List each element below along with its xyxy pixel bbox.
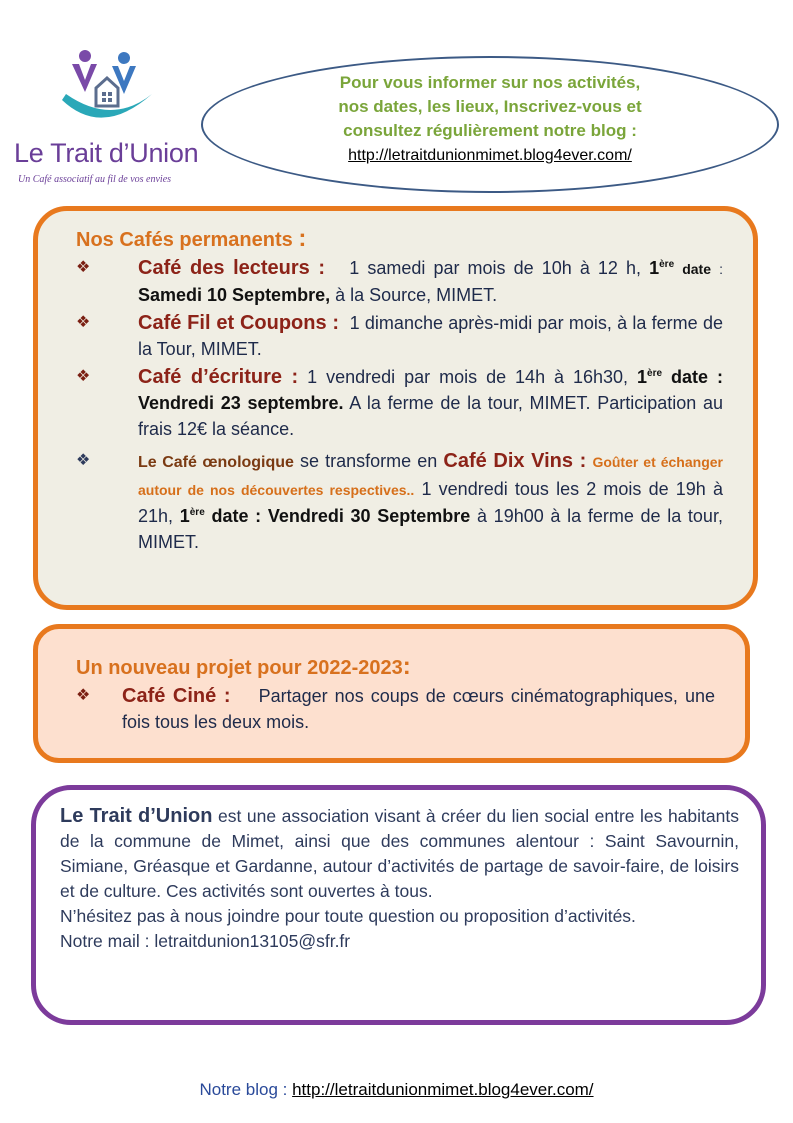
permanent-cafes-box bbox=[33, 206, 758, 610]
diamond-bullet-icon: ❖ bbox=[76, 687, 91, 704]
logo-mark-icon bbox=[52, 48, 162, 138]
contact-text: N’hésitez pas à nous joindre pour toute question ou proposition d’activités. bbox=[60, 906, 636, 926]
mail-line: Notre mail : letraitdunion13105@sfr.fr bbox=[60, 931, 351, 951]
cafe-name: Café Dix Vins : bbox=[443, 450, 587, 472]
footer-blog-link[interactable]: http://letraitdunionmimet.blog4ever.com/ bbox=[292, 1080, 594, 1099]
info-line-2: nos dates, les lieux, Inscrivez-vous et bbox=[338, 97, 642, 116]
info-line-3: consultez régulièrement notre blog : bbox=[343, 121, 637, 140]
info-bubble bbox=[201, 56, 779, 193]
blog-link[interactable]: http://letraitdunionmimet.blog4ever.com/ bbox=[348, 147, 632, 164]
footer-label: Notre blog : bbox=[199, 1080, 288, 1099]
logo bbox=[14, 48, 200, 193]
cafe-name: Café d’écriture : bbox=[138, 366, 299, 388]
footer bbox=[0, 1080, 793, 1100]
list-item: ❖ Café des lecteurs : 1 samedi par mois de 10h à 12 h, 1ère date : Samedi 10 Septembre, à la Source, MIMET. bbox=[76, 257, 723, 305]
diamond-bullet-icon: ❖ bbox=[76, 314, 91, 331]
list-item: ❖ Café Ciné : Partager nos coups de cœurs cinématographiques, une fois tous les deux mois. bbox=[76, 685, 715, 732]
cafe-name: Café Fil et Coupons : bbox=[138, 312, 340, 334]
logo-tagline: Un Café associatif au fil de vos envies bbox=[18, 174, 172, 185]
section-title: Nos Cafés permanents : bbox=[76, 225, 307, 252]
logo-title: Le Trait d’Union bbox=[14, 138, 199, 168]
diamond-bullet-icon: ❖ bbox=[76, 452, 91, 469]
about-text: Le Trait d’Union est une association visant à créer du lien social entre les habitants de la commune de Mimet, ainsi que des communes alentour : Saint Savournin, Simiane, Gréasque et Gardanne, autour d’activités de partage de savoir-faire, de loisirs et de culture. Ces activités sont ouvertes à tous. bbox=[60, 805, 739, 901]
diamond-bullet-icon: ❖ bbox=[76, 259, 91, 276]
list-item: ❖ Café d’écriture : 1 vendredi par mois de 14h à 16h30, 1ère date : Vendredi 23 septembre. A la ferme de la tour, MIMET. Participation au frais 12€ la séance. bbox=[76, 366, 723, 439]
list-item: ❖ Café Fil et Coupons : 1 dimanche après-midi par mois, à la ferme de la Tour, MIMET. bbox=[76, 312, 723, 359]
info-line-1: Pour vous informer sur nos activités, bbox=[339, 73, 641, 92]
diamond-bullet-icon: ❖ bbox=[76, 368, 91, 385]
cafe-name: Café Ciné : bbox=[122, 685, 231, 707]
list-item: ❖ Le Café œnologique se transforme en Café Dix Vins : Goûter et échanger autour de nos découvertes respectives.. 1 vendredi tous les 2 mois de 19h à 21h, 1ère date : Vendredi 30 Septembre à 19h00 à la ferme de la tour, MIMET. bbox=[76, 450, 723, 552]
new-project-box bbox=[33, 624, 750, 763]
section-title: Un nouveau projet pour 2022-2023: bbox=[76, 653, 411, 680]
cafe-name: Café des lecteurs : bbox=[138, 257, 326, 279]
about-box bbox=[31, 785, 766, 1025]
association-name: Le Trait d’Union bbox=[60, 805, 213, 827]
